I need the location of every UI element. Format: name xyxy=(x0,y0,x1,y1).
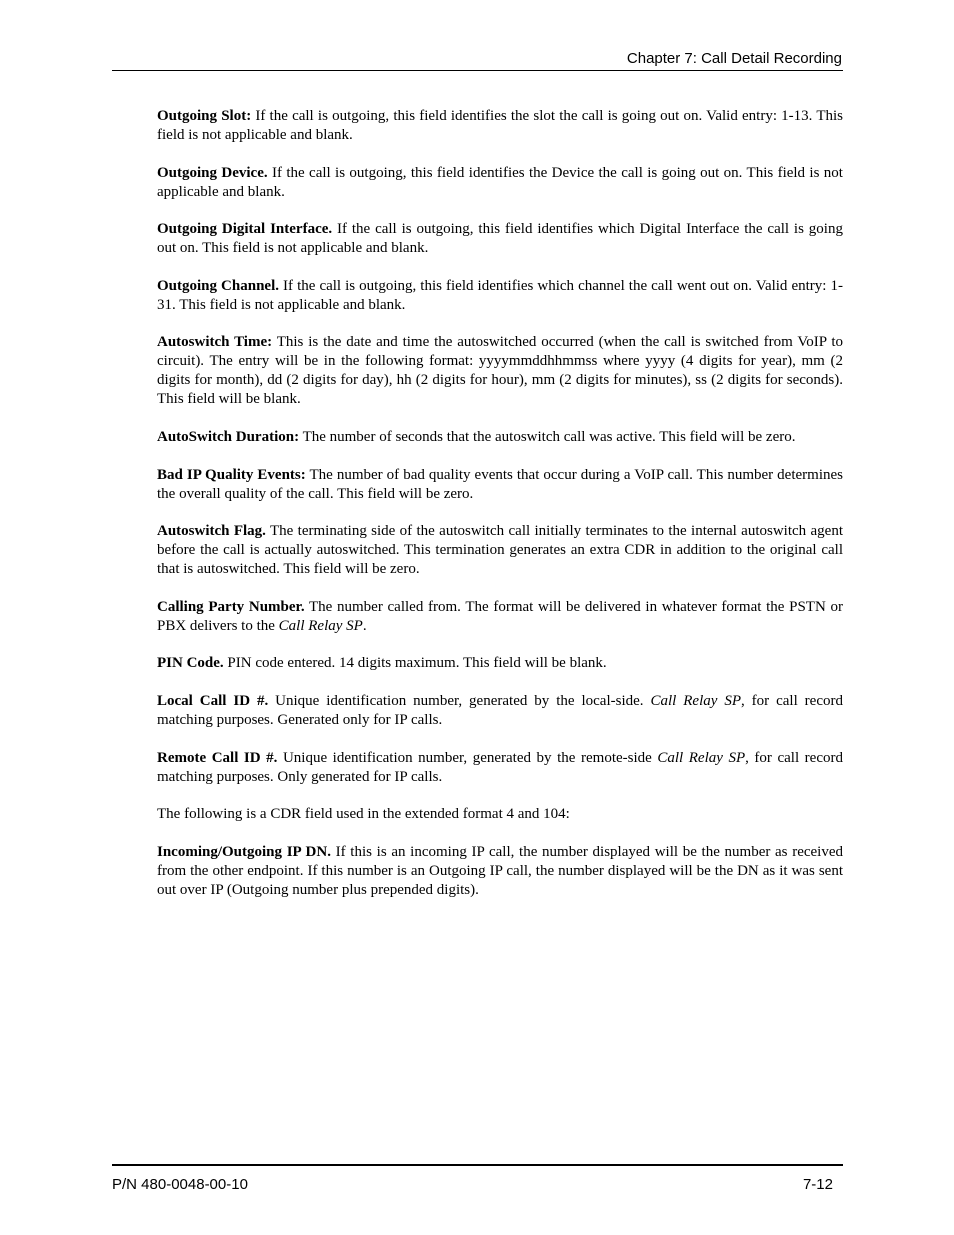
paragraph-autoswitch-flag xyxy=(157,522,843,579)
term: Outgoing Channel. xyxy=(157,277,279,294)
page-number: 7-12 xyxy=(802,1176,833,1193)
term: Calling Party Number. xyxy=(157,598,305,615)
term: Incoming/Outgoing IP DN. xyxy=(157,843,331,860)
term: Local Call ID #. xyxy=(157,692,269,709)
term: AutoSwitch Duration: xyxy=(157,428,300,445)
paragraph-bad-ip-quality-events xyxy=(157,466,843,504)
paragraph-local-call-id xyxy=(157,692,843,730)
term: PIN Code. xyxy=(157,655,224,672)
description: Unique identification number, generated by the remote-side xyxy=(277,749,658,766)
paragraph-extended-format-intro xyxy=(157,805,843,824)
description: The following is a CDR field used in the extended format 4 and 104: xyxy=(157,806,570,823)
description: PIN code entered. 14 digits maximum. This field will be blank. xyxy=(223,655,607,672)
page-footer xyxy=(112,1175,833,1195)
paragraph-autoswitch-duration xyxy=(157,428,843,447)
description: If the call is outgoing, this field identifies which channel the call went out on. Valid entry: 1-31. This field is not applicable and blank. xyxy=(157,277,843,313)
term: Outgoing Slot: xyxy=(157,108,252,124)
paragraph-pin-code xyxy=(157,654,843,673)
description: This is the date and time the autoswitched occurred (when the call is switched from VoIP to circuit). The entry will be in the following format: yyyymmddhhmmss where yyyy (4 digits for year), mm (2 digits for month), dd (2 digits for day), hh (2 digits for hour), mm (2 digits for minutes), ss (2 digits for seconds). This field will be blank. xyxy=(157,334,844,408)
description: If the call is outgoing, this field identifies the slot the call is going out on. Valid entry: 1-13. This field is not applicable and blank. xyxy=(157,108,843,143)
paragraph-remote-call-id xyxy=(157,749,843,787)
paragraph-outgoing-channel xyxy=(157,277,843,315)
product-name: Call Relay SP xyxy=(650,692,741,709)
description: The terminating side of the autoswitch call initially terminates to the internal autoswitch agent before the call is actually autoswitched. This termination generates an extra CDR in addition to the original call that is autoswitched. This field will be zero. xyxy=(157,523,843,578)
body-content xyxy=(157,107,843,918)
chapter-header: Chapter 7: Call Detail Recording xyxy=(626,50,842,67)
paragraph-outgoing-device xyxy=(157,164,843,202)
part-number: P/N 480-0048-00-10 xyxy=(112,1176,248,1193)
paragraph-calling-party-number xyxy=(157,598,843,636)
description-tail: , for call record matching purposes. Generated only for IP calls. xyxy=(157,692,843,728)
paragraph-outgoing-digital-interface xyxy=(157,220,843,258)
paragraph-outgoing-slot xyxy=(157,107,843,145)
description-tail: . xyxy=(362,617,367,634)
description: The number of bad quality events that occur during a VoIP call. This number determines the overall quality of the call. This field will be zero. xyxy=(157,466,843,502)
term: Remote Call ID #. xyxy=(157,749,278,766)
description: The number of seconds that the autoswitch call was active. This field will be zero. xyxy=(299,428,796,445)
term: Autoswitch Time: xyxy=(157,334,273,351)
description: If the call is outgoing, this field identifies which Digital Interface the call is going out on. This field is not applicable and blank. xyxy=(157,221,843,257)
description-tail: , for call record matching purposes. Only generated for IP calls. xyxy=(157,749,843,785)
paragraph-autoswitch-time xyxy=(157,333,843,409)
product-name: Call Relay SP xyxy=(278,617,363,634)
term: Autoswitch Flag. xyxy=(157,523,266,540)
description: If this is an incoming IP call, the number displayed will be the number as received from the other endpoint. If this number is an Outgoing IP call, the number displayed will be the DN as it was sent out over IP (Outgoing number plus prepended digits). xyxy=(157,843,843,898)
footer-rule xyxy=(112,1164,843,1166)
description: Unique identification number, generated by the local-side. xyxy=(268,692,651,709)
description: If the call is outgoing, this field identifies the Device the call is going out on. This field is not applicable and blank. xyxy=(157,164,843,200)
term: Outgoing Digital Interface. xyxy=(157,221,333,238)
description: The number called from. The format will be delivered in whatever format the PSTN or PBX delivers to the xyxy=(157,598,843,634)
term: Bad IP Quality Events: xyxy=(157,466,306,483)
term: Outgoing Device. xyxy=(157,164,268,181)
header-rule xyxy=(112,70,843,71)
paragraph-incoming-outgoing-ip-dn xyxy=(157,843,843,900)
product-name: Call Relay SP xyxy=(657,749,746,766)
